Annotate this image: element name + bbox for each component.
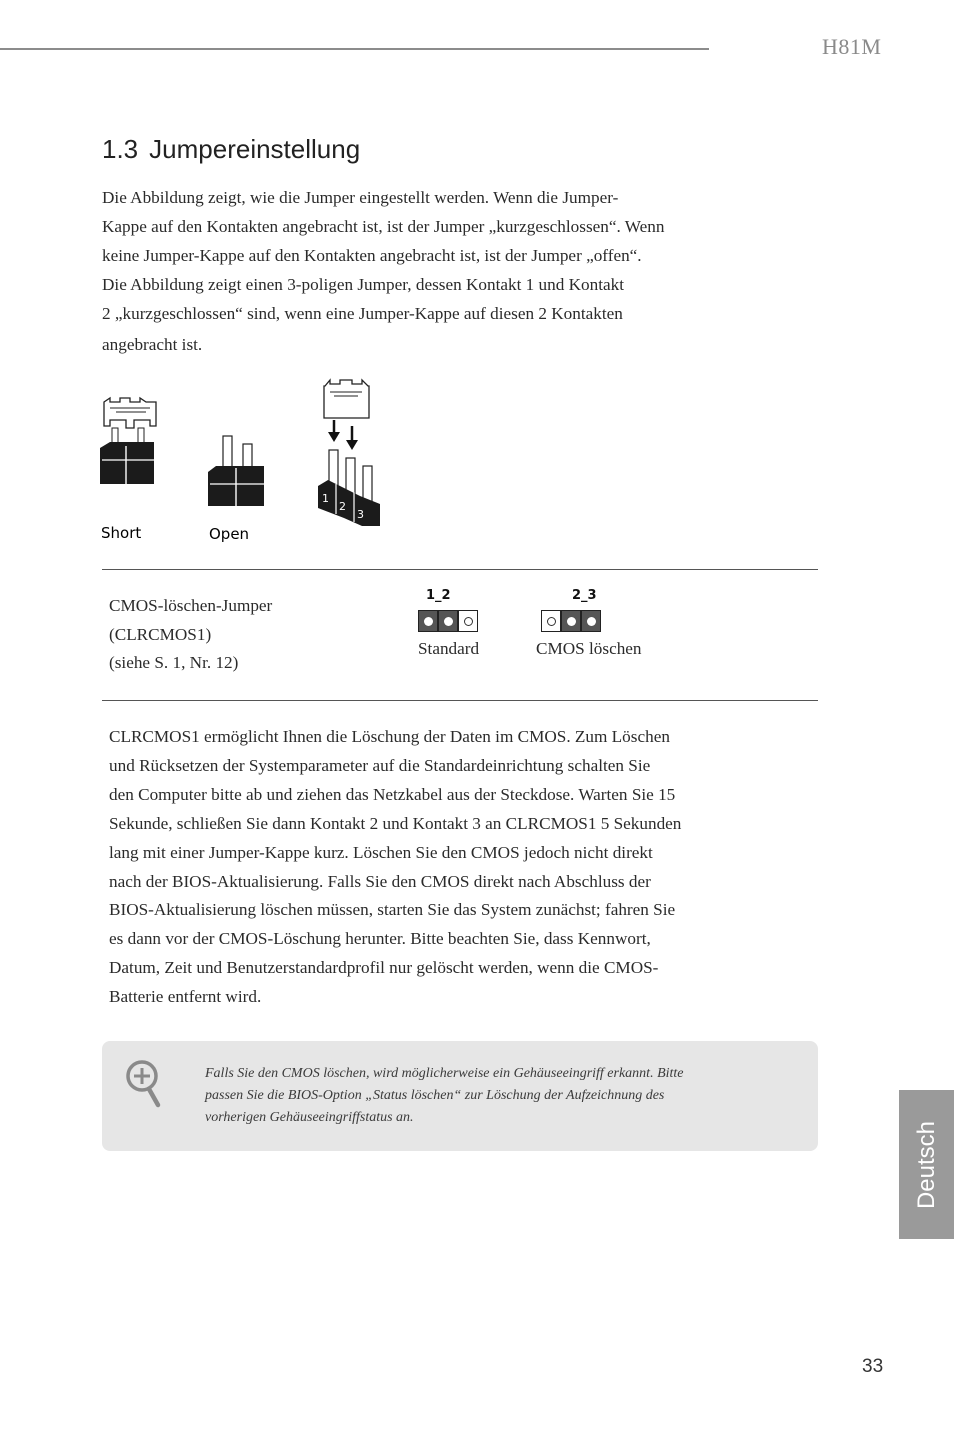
section-title-text: Jumpereinstellung: [149, 134, 361, 164]
note-line: Falls Sie den CMOS löschen, wird möglicherweise ein Gehäuseeingriff erkannt. Bitte: [205, 1066, 684, 1081]
body-line: CLRCMOS1 ermöglicht Ihnen die Löschung der Daten im CMOS. Zum Löschen: [109, 727, 670, 746]
open-jumper-graphic: [208, 436, 264, 506]
standard-label: Standard: [418, 639, 480, 658]
body-line: Sekunde, schließen Sie dann Kontakt 2 und Kontakt 3 an CLRCMOS1 5 Sekunden: [109, 813, 682, 833]
body-paragraph: [109, 723, 789, 1012]
pin-dot: [464, 617, 473, 626]
intro-line: keine Jumper-Kappe auf den Kontakten angebracht ist, ist der Jumper „offen“.: [102, 246, 642, 265]
jumper-illustration-svg: [96, 376, 396, 546]
pin-dot: [424, 617, 433, 626]
page-number: 33: [862, 1356, 884, 1377]
pin-shorted: [418, 610, 438, 632]
pin-shorted: [581, 610, 601, 632]
standard-pin-caption: 1_2: [426, 588, 451, 603]
cmos-name-line: CMOS-löschen-Jumper: [109, 596, 273, 615]
intro-line: Die Abbildung zeigt einen 3-poligen Jumper, dessen Kontakt 1 und Kontakt: [102, 275, 625, 294]
body-line: und Rücksetzen der Systemparameter auf die Standardeinrichtung schalten Sie: [109, 755, 651, 775]
pin-dot: [444, 617, 453, 626]
intro-line: 2 „kurzgeschlossen“ sind, wenn eine Jumper-Kappe auf diesen 2 Kontakten: [102, 304, 623, 323]
body-line: nach der BIOS-Aktualisierung. Falls Sie den CMOS direkt nach Abschluss der: [109, 871, 651, 891]
pin-dot: [567, 617, 576, 626]
body-line: Datum, Zeit und Benutzerstandardprofil nur gelöscht werden, wenn die CMOS-: [109, 958, 659, 978]
header-rule: [0, 48, 709, 50]
cmos-jumper-name: [109, 592, 272, 678]
cmos-name-line: (CLRCMOS1): [109, 624, 212, 644]
model-name: H81M: [822, 34, 882, 59]
clear-cmos-setting: [536, 588, 676, 668]
pin-dot: [547, 617, 556, 626]
short-jumper-graphic: [100, 398, 156, 484]
intro-line: angebracht ist.: [102, 335, 203, 354]
cmos-name-line: (siehe S. 1, Nr. 12): [109, 653, 239, 672]
standard-pin-header: [418, 610, 478, 632]
body-line: den Computer bitte ab und ziehen das Netzkabel aus der Steckdose. Warten Sie 15: [109, 784, 676, 804]
pin-shorted: [561, 610, 581, 632]
note-text: [205, 1063, 805, 1129]
section-title: [102, 134, 360, 165]
table-top-rule: [102, 569, 818, 570]
note-line: passen Sie die BIOS-Option „Status löschen“ zur Löschung der Aufzeichnung des: [205, 1088, 665, 1103]
body-line: lang mit einer Jumper-Kappe kurz. Löschen Sie den CMOS jedoch nicht direkt: [109, 842, 653, 862]
language-tab-label: Deutsch: [912, 1120, 940, 1209]
pin-open: [541, 610, 561, 632]
pin-dot: [587, 617, 596, 626]
pin-number-label: 2: [339, 500, 346, 513]
note-line: vorherigen Gehäuseeingriffstatus an.: [205, 1110, 414, 1125]
table-bottom-rule: [102, 700, 818, 701]
language-tab: [899, 1090, 954, 1239]
jumper-illustration: [96, 376, 396, 546]
body-line: Batterie entfernt wird.: [109, 987, 262, 1007]
clear-cmos-label: CMOS löschen: [536, 639, 642, 658]
note-box: [102, 1041, 818, 1151]
standard-setting: [418, 588, 538, 668]
intro-paragraph: [102, 183, 762, 359]
pin-shorted: [438, 610, 458, 632]
magnifier-plus-icon: [122, 1057, 166, 1118]
body-line: es dann vor der CMOS-Löschung herunter. Bitte beachten Sie, dass Kennwort,: [109, 929, 651, 949]
section-number: 1.3: [102, 134, 139, 164]
open-label: Open: [209, 525, 250, 543]
body-line: BIOS-Aktualisierung löschen müssen, starten Sie das System zunächst; fahren Sie: [109, 900, 676, 920]
short-label: Short: [101, 524, 142, 542]
pin-number-label: 1: [322, 492, 329, 505]
intro-line: Kappe auf den Kontakten angebracht ist, ist der Jumper „kurzgeschlossen“. Wenn: [102, 217, 665, 236]
clear-pin-caption: 2_3: [572, 588, 597, 603]
three-pin-jumper-graphic: [318, 380, 380, 526]
pin-open: [458, 610, 478, 632]
intro-line: Die Abbildung zeigt, wie die Jumper eingestellt werden. Wenn die Jumper-: [102, 188, 619, 207]
clear-pin-header: [541, 610, 601, 632]
pin-number-label: 3: [357, 508, 364, 521]
